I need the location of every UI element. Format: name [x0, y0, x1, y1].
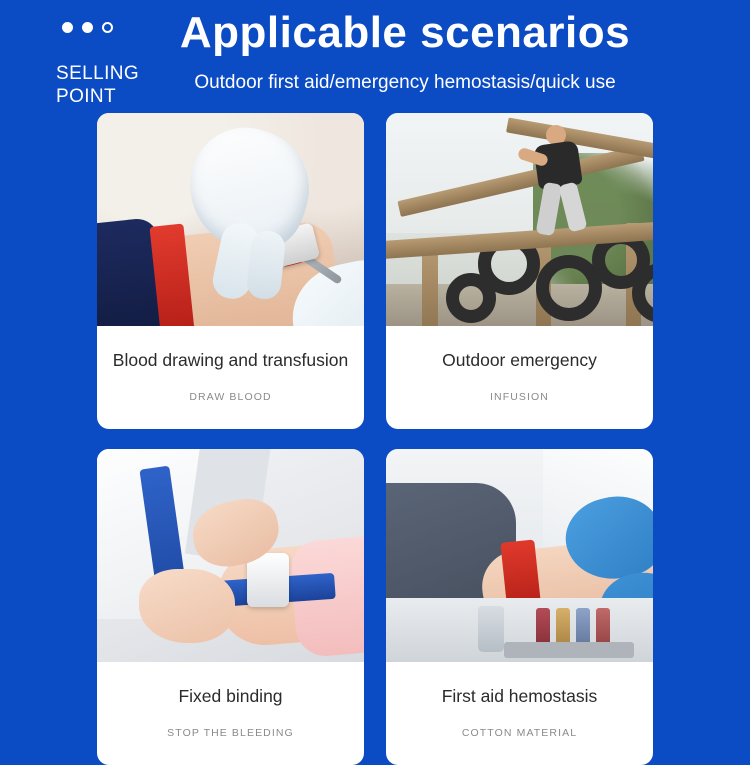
scenario-card-fixed-binding[interactable] — [97, 449, 364, 765]
photo-first-aid-hemostasis — [386, 449, 653, 662]
page-subtitle: Outdoor first aid/emergency hemostasis/quick use — [194, 72, 616, 93]
card-subcaption: INFUSION — [490, 391, 549, 403]
card-subcaption: COTTON MATERIAL — [461, 727, 578, 739]
photo-outdoor-obstacle-course — [386, 113, 653, 326]
card-caption: First aid hemostasis — [441, 686, 598, 706]
scenario-card-grid — [97, 113, 653, 765]
page-header — [0, 0, 750, 112]
scenario-card-first-aid-hemostasis[interactable] — [386, 449, 653, 765]
photo-fixed-binding — [97, 449, 364, 662]
page-title: Applicable scenarios — [179, 8, 631, 57]
card-caption: Outdoor emergency — [442, 350, 597, 370]
scenario-card-blood-drawing[interactable] — [97, 113, 364, 429]
selling-point-line-2: POINT — [56, 86, 117, 107]
card-caption: Blood drawing and transfusion — [112, 350, 349, 370]
card-subcaption: STOP THE BLEEDING — [167, 727, 294, 739]
photo-blood-drawing — [97, 113, 364, 326]
scenario-card-outdoor-emergency[interactable] — [386, 113, 653, 429]
selling-point-line-1: SELLING — [56, 63, 140, 84]
card-subcaption: DRAW BLOOD — [189, 391, 272, 403]
card-caption: Fixed binding — [178, 686, 283, 706]
